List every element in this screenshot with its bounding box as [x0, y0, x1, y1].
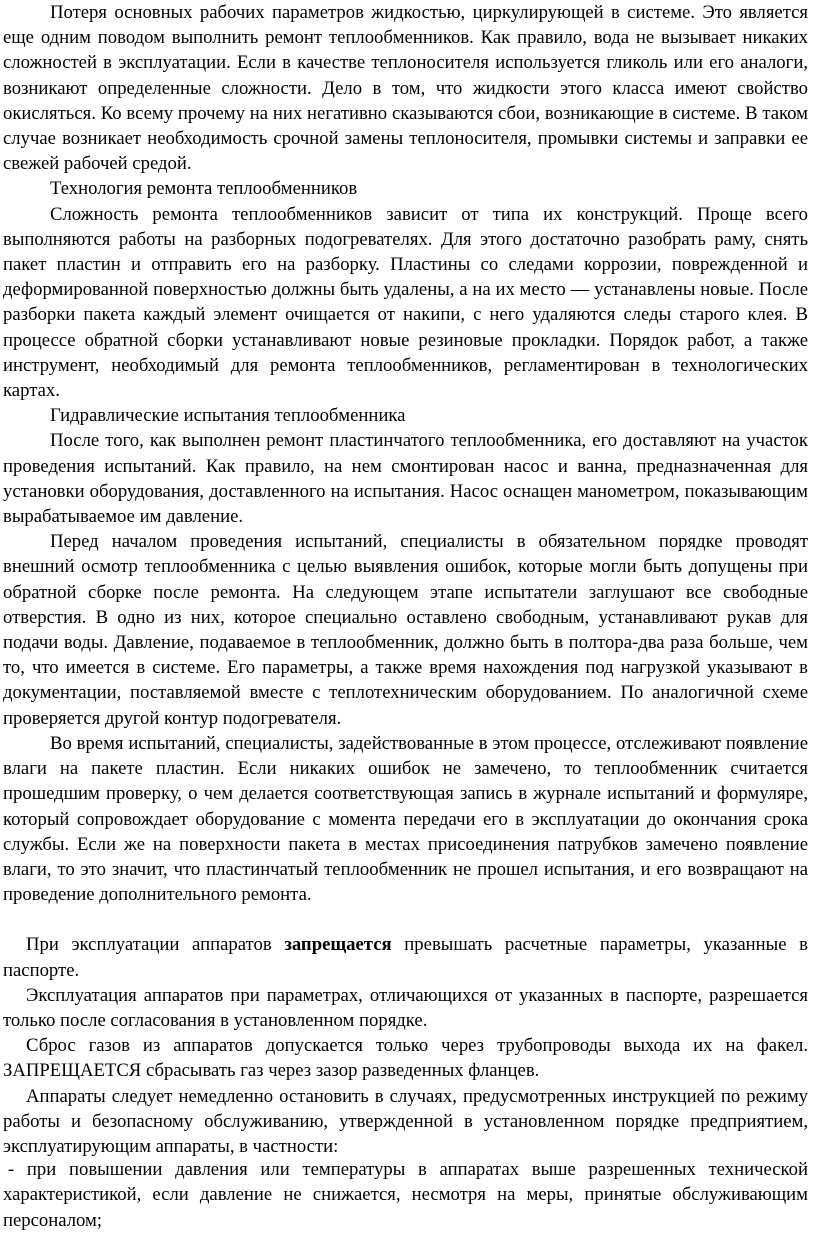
paragraph-gas-discharge: Сброс газов из аппаратов допускается только через трубопроводы выхода их на факел. ЗАПРЕЩАЕТСЯ сбрасывать газ через зазор разведенных фланцев. [3, 1035, 808, 1082]
paragraph-operation-approval: Эксплуатация аппаратов при параметрах, отличающихся от указанных в паспорте, разрешается только после согласования в установленном порядке. [3, 984, 808, 1031]
prohibition-text-end: превышать расчетные параметры, указанные в паспорте. [3, 934, 809, 981]
paragraph-emergency-stop: Аппараты следует немедленно остановить в случаях, предусмотренных инструкцией по режиму работы и безопасному обслуживанию, утвержденной в установленном порядке предприятием, эксплуатирующим аппараты, в частности: [3, 1085, 808, 1157]
heading-repair-technology: Технология ремонта теплообменников [50, 178, 358, 200]
heading-hydraulic-tests: Гидравлические испытания теплообменника [50, 405, 406, 427]
paragraph-coolant-loss: Потеря основных рабочих параметров жидкостью, циркулирующей в системе. Это является еще одним поводом выполнить ремонт теплообменников. Как правило, вода не вызывает никаких сложностей в эксплуатации. Если в качестве теплоносителя используется гликоль или его аналоги, возникают определенные сложности. Дело в том, что жидкости этого класса имеют свойство окисляться. Ко всему прочему на них негативно сказываются сбои, возникающие в системе. В таком случае возникает необходимость срочной замены теплоносителя, промывки системы и заправки ее свежей рабочей средой. [3, 2, 808, 175]
paragraph-repair-complexity: Сложность ремонта теплообменников зависит от типа их конструкций. Проще всего выполняются работы на разборных подогревателях. Для этого достаточно разобрать раму, снять пакет пластин и отправить его на разборку. Пластины со следами коррозии, поврежденной и деформированной поверхностью должны быть удалены, а на их место — устанавлены новые. После разборки пакета каждый элемент очищается от накипи, с него удаляются следы старого клея. В процессе обратной сборки устанавливают новые резиновые прокладки. Порядок работ, а также инструмент, необходимый для ремонта теплообменников, регламентирован в технологических картах. [3, 203, 808, 402]
paragraph-test-site: После того, как выполнен ремонт пластинчатого теплообменника, его доставляют на участок проведения испытаний. Как правило, на нем смонтирован насос и ванна, предназначенная для установки оборудования, доставленного на испытания. Насос оснащен манометром, показывающим вырабатываемое им давление. [3, 430, 808, 528]
paragraph-test-monitoring: Во время испытаний, специалисты, задействованные в этом процессе, отслеживают появление влаги на пакете пластин. Если никаких ошибок не замечено, то теплообменник считается прошедшим проверку, о чем делается соответствующая запись в журнале испытаний и формуляре, который сопровождает оборудование с момента передачи его в эксплуатации до окончания срока службы. Если же на поверхности пакета в местах присоединения патрубков замечено появление влаги, то это значит, что пластинчатый теплообменник не прошел испытания, и его возвращают на проведение дополнительного ремонта. [3, 732, 808, 906]
paragraph-pre-test-inspection: Перед началом проведения испытаний, специалисты в обязательном порядке проводят внешний осмотр теплообменника с целью выявления ошибок, которые могли быть допущены при обратной сборке после ремонта. На следующем этапе испытатели заглушают все свободные отверстия. В одно из них, которое специально оставлено свободным, устанавливают рукав для подачи воды. Давление, подаваемое в теплообменник, должно быть в полтора-два раза больше, чем то, что имеется в системе. Его параметры, а также время нахождения под нагрузкой указывают в документации, поставляемой вместе с теплотехническим оборудованием. По аналогичной схеме проверяется другой контур подогревателя. [3, 531, 808, 729]
section-operation-rules [3, 932, 808, 1232]
prohibition-keyword: запрещается [284, 934, 392, 956]
prohibition-text-start: При эксплуатации аппаратов [26, 934, 285, 956]
paragraph-operation-prohibition [3, 932, 808, 982]
list-item-pressure-rise: - при повышении давления или температуры в аппаратах выше разрешенных технической характеристикой, если давление не снижается, несмотря на меры, принятые обслуживающим персоналом; [3, 1159, 808, 1231]
section-heat-exchanger-repair [3, 0, 808, 907]
